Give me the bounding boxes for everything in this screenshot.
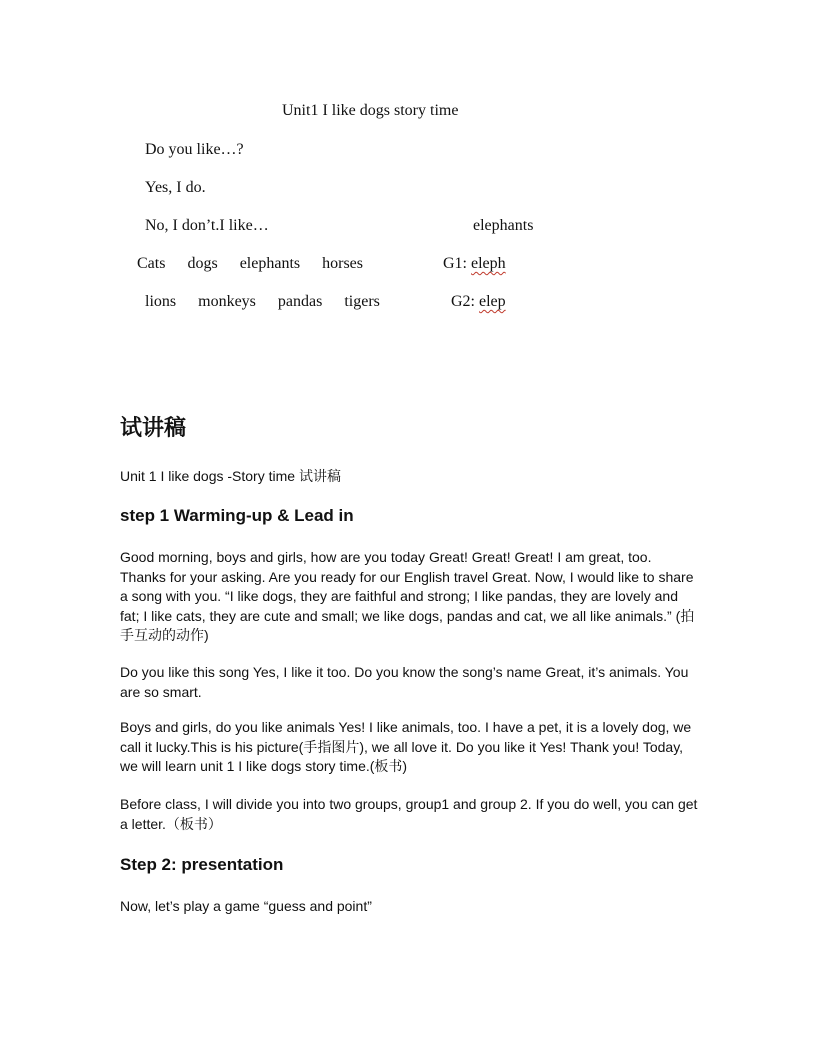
paragraph-2: Do you like this song Yes, I like it too. Do you know the song’s name Great, it’s animals. You are so smart. [120, 664, 689, 700]
board-title: Unit1 I like dogs story time [282, 102, 459, 119]
board-row2 [145, 293, 380, 311]
word-lions: lions [145, 293, 177, 310]
paragraph-3: Boys and girls, do you like animals Yes! I like animals, too. I have a pet, it is a lovely dog, we call it lucky.This is his picture(手指图片), we all love it. Do you like it Yes! Thank you! Today, we will learn unit 1 I like dogs story time.(板书) [120, 719, 692, 774]
script-heading: 试讲稿 [120, 415, 187, 440]
g1-value: eleph [471, 255, 506, 272]
board-line-question: Do you like…? [145, 141, 244, 158]
script-subtitle: Unit 1 I like dogs -Story time 试讲稿 [120, 468, 341, 484]
word-dogs: dogs [187, 255, 218, 272]
board-line-yes: Yes, I do. [145, 179, 206, 196]
paragraph-5: Now, let’s play a game “guess and point” [120, 898, 372, 914]
board-g2 [451, 293, 506, 311]
paragraph-1: Good morning, boys and girls, how are you today Great! Great! Great! I am great, too. Thanks for your asking. Are you ready for our English travel Great. Now, I would like to share a song with you. “I like dogs, they are faithful and strong; I like pandas, they are lovely and fat; I like cats, they are cute and small; we like dogs, pandas and cat, we all like animals.” (拍手互动的动作) [120, 549, 695, 643]
g2-value: elep [479, 293, 506, 310]
word-pandas: pandas [277, 293, 323, 310]
step2-title: Step 2: presentation [120, 855, 284, 874]
board-line-no: No, I don’t.I like… [145, 217, 269, 234]
g2-label: G2: [451, 293, 475, 310]
word-tigers: tigers [344, 293, 380, 310]
board-g1 [443, 255, 506, 273]
word-horses: horses [322, 255, 363, 272]
board-group-word: elephants [473, 217, 534, 234]
word-elephants: elephants [239, 255, 301, 272]
word-monkeys: monkeys [198, 293, 256, 310]
step1-title: step 1 Warming-up & Lead in [120, 506, 354, 525]
word-cats: Cats [137, 255, 166, 272]
g1-label: G1: [443, 255, 467, 272]
paragraph-4: Before class, I will divide you into two groups, group1 and group 2. If you do well, you can get a letter.（板书） [120, 796, 698, 832]
board-row1 [137, 255, 363, 273]
